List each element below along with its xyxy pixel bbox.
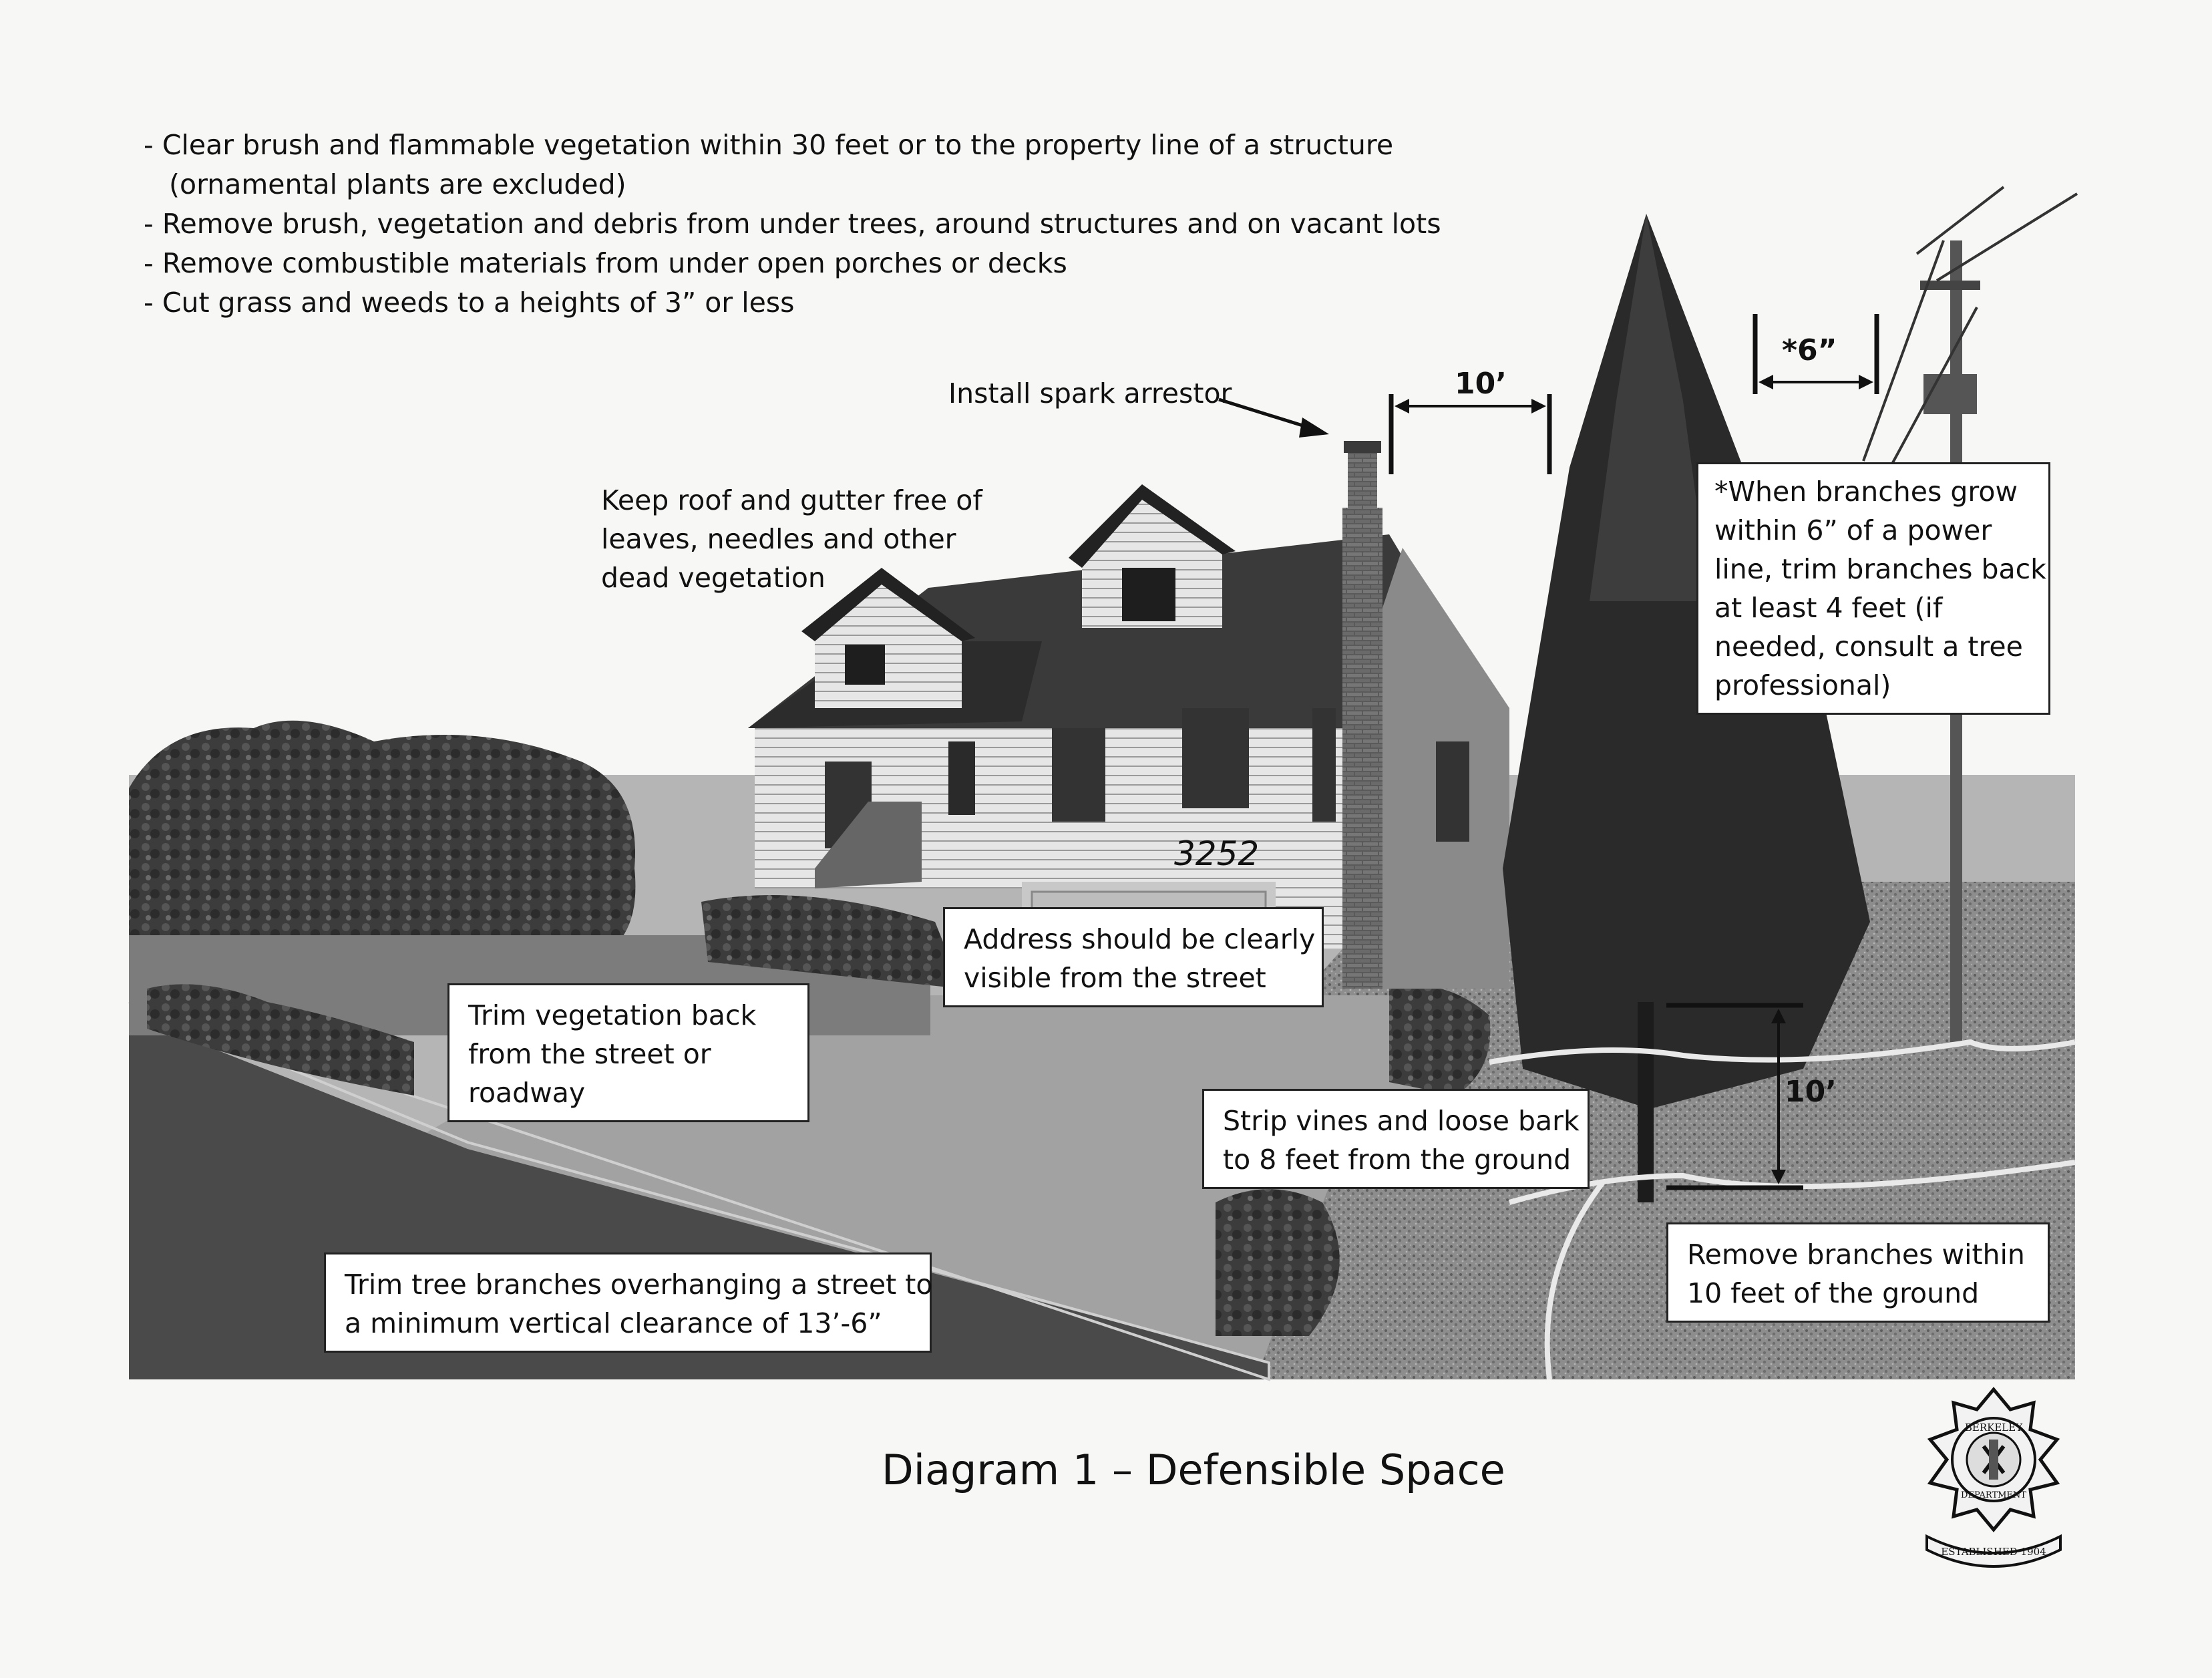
trim-vegetation-note-box — [447, 983, 809, 1122]
diagram-caption: Diagram 1 – Defensible Space — [882, 1446, 1505, 1494]
trim-vegetation-line-2: from the street or — [468, 1038, 711, 1070]
requirement-remove-combustibles: - Remove combustible materials from under open porches or decks — [144, 247, 1067, 279]
svg-text:ESTABLISHED 1904: ESTABLISHED 1904 — [1941, 1546, 2046, 1558]
fire-department-emblem — [1917, 1383, 2070, 1570]
trim-tree-line-2: a minimum vertical clearance of 13’-6” — [345, 1307, 882, 1339]
trim-tree-note-box — [324, 1252, 932, 1353]
power-line-note-line-5: needed, consult a tree — [1714, 631, 2023, 663]
power-line-note-line-2: within 6” of a power — [1714, 514, 1992, 546]
trim-tree-line-1: Trim tree branches overhanging a street to — [345, 1269, 933, 1301]
branch-height-dimension-label: 10’ — [1785, 1075, 1837, 1109]
svg-text:BERKELEY: BERKELEY — [1964, 1421, 2023, 1434]
remove-branches-note-box — [1666, 1222, 2050, 1323]
spark-arrestor-label: Install spark arrestor — [948, 377, 1232, 409]
power-line-note-line-4: at least 4 feet (if — [1714, 592, 1943, 624]
requirement-remove-brush: - Remove brush, vegetation and debris from under trees, around structures and on vacant lots — [144, 208, 1441, 240]
power-line-note-box — [1696, 462, 2050, 715]
power-line-note-line-1: *When branches grow — [1714, 476, 2018, 508]
address-note-box — [943, 907, 1324, 1007]
chimney-tree-dimension-label: 10’ — [1455, 367, 1507, 401]
roof-gutter-line-3: dead vegetation — [601, 562, 825, 594]
requirement-clear-brush: - Clear brush and flammable vegetation within 30 feet or to the property line of a structure — [144, 129, 1394, 161]
power-line-note-line-3: line, trim branches back — [1714, 553, 2046, 585]
remove-branches-line-1: Remove branches within — [1687, 1238, 2025, 1271]
remove-branches-line-2: 10 feet of the ground — [1687, 1277, 1980, 1309]
address-note-line-1: Address should be clearly — [964, 923, 1316, 955]
house-number: 3252 — [1174, 834, 1260, 873]
trim-vegetation-line-3: roadway — [468, 1077, 586, 1109]
address-note-line-2: visible from the street — [964, 962, 1266, 994]
svg-text:DEPARTMENT: DEPARTMENT — [1961, 1490, 2026, 1500]
power-line-note-line-6: professional) — [1714, 669, 1891, 701]
requirement-cut-grass: - Cut grass and weeds to a heights of 3” or less — [144, 287, 795, 319]
strip-vines-line-2: to 8 feet from the ground — [1223, 1144, 1572, 1176]
trim-vegetation-line-1: Trim vegetation back — [468, 999, 757, 1031]
strip-vines-note-box — [1202, 1089, 1590, 1189]
roof-gutter-label — [601, 481, 982, 597]
roof-gutter-line-2: leaves, needles and other — [601, 523, 956, 555]
strip-vines-line-1: Strip vines and loose bark — [1223, 1105, 1580, 1137]
power-line-dimension-label: *6” — [1782, 333, 1837, 367]
roof-gutter-line-1: Keep roof and gutter free of — [601, 484, 982, 516]
requirement-clear-brush-note: (ornamental plants are excluded) — [169, 168, 626, 200]
